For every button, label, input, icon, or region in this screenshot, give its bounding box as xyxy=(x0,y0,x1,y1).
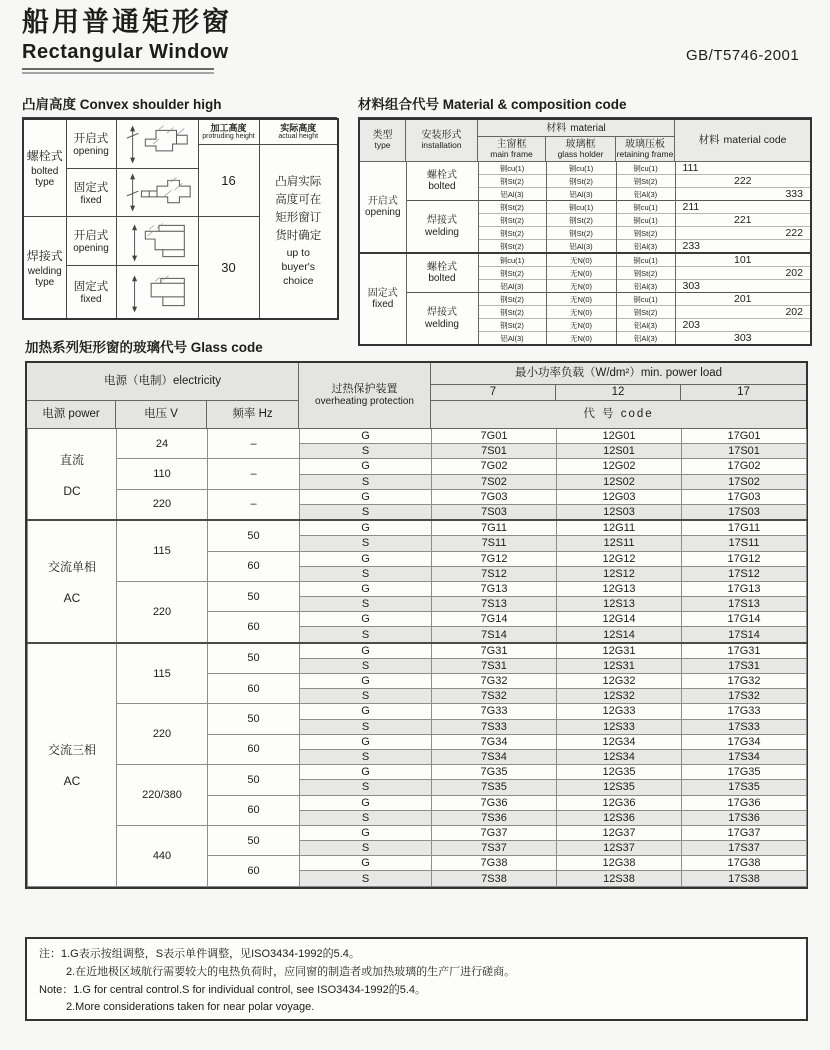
frequency-column-header: 频率 Hz xyxy=(207,401,299,429)
material-cell: 铝Al(3) xyxy=(478,332,546,345)
protection-cell: S xyxy=(300,689,432,704)
material-cell: 铝Al(3) xyxy=(616,188,675,201)
material-cell: 铜cu(1) xyxy=(478,253,546,267)
table-row xyxy=(28,581,807,596)
material-code-cell: 202 xyxy=(675,306,810,319)
material-table-grid xyxy=(360,162,810,344)
installation-cell: 螺栓式 bolted xyxy=(406,162,478,201)
material-cell: 铜cu(1) xyxy=(616,201,675,214)
protection-column-header: 过热保护装置 overheating protection xyxy=(299,363,431,429)
glass-code-cell: 12G03 xyxy=(557,489,682,504)
installation-cell: 焊接式 welding xyxy=(406,293,478,345)
mode-cell: 开启式 opening xyxy=(66,216,116,265)
material-code-cell: 201 xyxy=(675,293,810,306)
glass-code-cell: 17G34 xyxy=(682,734,807,749)
material-cell: 无N(0) xyxy=(546,293,616,306)
material-cell: 铝Al(3) xyxy=(546,240,616,254)
glass-code-cell: 7S38 xyxy=(432,871,557,886)
glass-code-cell: 17G31 xyxy=(682,643,807,659)
material-cell: 铝Al(3) xyxy=(616,332,675,345)
material-code-cell: 111 xyxy=(682,162,699,174)
material-cell: 铜cu(1) xyxy=(616,293,675,306)
glass-table-body xyxy=(28,429,807,886)
load-12-header: 12 xyxy=(556,385,681,401)
glass-code-cell: 7S13 xyxy=(432,597,557,612)
notes-box xyxy=(25,937,808,1021)
glass-code-cell: 7S14 xyxy=(432,627,557,643)
glass-table-grid xyxy=(27,429,807,887)
glass-code-cell: 17G13 xyxy=(682,581,807,596)
window-type-cell: 固定式 fixed xyxy=(360,253,406,344)
document-header xyxy=(22,8,232,74)
frequency-cell: – xyxy=(208,489,300,520)
glass-code-cell: 17G35 xyxy=(682,765,807,780)
table-row xyxy=(360,293,810,306)
table-row xyxy=(28,520,807,536)
protection-cell: G xyxy=(300,765,432,780)
material-cell: 铜cu(1) xyxy=(478,162,546,175)
glass-code-cell: 17S03 xyxy=(682,504,807,520)
protection-cell: S xyxy=(300,627,432,643)
protection-cell: G xyxy=(300,674,432,689)
glass-code-cell: 17G33 xyxy=(682,704,807,719)
glass-code-cell: 12S35 xyxy=(557,780,682,795)
glass-code-cell: 7G32 xyxy=(432,674,557,689)
material-cell: 无N(0) xyxy=(546,332,616,345)
material-cell: 铝Al(3) xyxy=(616,280,675,293)
frequency-cell: 50 xyxy=(208,765,300,795)
material-cell: 钢St(2) xyxy=(478,319,546,332)
material-cell: 钢St(2) xyxy=(546,214,616,227)
processing-height-value: 30 xyxy=(198,216,259,319)
glass-code-cell: 7S36 xyxy=(432,810,557,825)
material-code-cell: 233 xyxy=(675,240,810,254)
glass-code-cell: 17G14 xyxy=(682,612,807,627)
glass-code-cell: 17G37 xyxy=(682,825,807,840)
glass-code-cell: 17S33 xyxy=(682,719,807,734)
cross-section-drawing-bolted-fixed xyxy=(118,170,196,214)
protection-cell: G xyxy=(300,581,432,596)
glass-code-cell: 17G03 xyxy=(682,489,807,504)
glass-code-cell: 7G35 xyxy=(432,765,557,780)
material-cell: 铜cu(1) xyxy=(546,162,616,175)
frequency-cell: 60 xyxy=(208,674,300,704)
protection-cell: G xyxy=(300,520,432,536)
table-row xyxy=(28,459,807,474)
glass-code-cell: 17S12 xyxy=(682,566,807,581)
frequency-cell: 60 xyxy=(208,551,300,581)
material-table-body xyxy=(360,162,810,344)
min-power-load-header: 最小功率负载（W/dm²）min. power load xyxy=(431,363,806,385)
window-type-cell: 开启式 opening xyxy=(360,162,406,253)
glass-code-cell: 7S33 xyxy=(432,719,557,734)
glass-code-cell: 17G11 xyxy=(682,520,807,536)
type-cell: 焊接式 welding type xyxy=(23,216,66,319)
material-cell: 钢St(2) xyxy=(616,175,675,188)
table-row xyxy=(28,765,807,780)
protection-cell: G xyxy=(300,825,432,840)
protection-cell: S xyxy=(300,749,432,764)
protection-cell: S xyxy=(300,810,432,825)
protection-cell: S xyxy=(300,871,432,886)
material-code-cell: 211 xyxy=(675,201,810,214)
material-code-cell: 222 xyxy=(675,175,810,188)
material-cell: 铜cu(1) xyxy=(616,162,675,175)
glass-code-cell: 7S31 xyxy=(432,658,557,673)
material-cell: 钢St(2) xyxy=(616,267,675,280)
glass-code-cell: 17S38 xyxy=(682,871,807,886)
protection-cell: S xyxy=(300,658,432,673)
code-row-header: 代 号 code xyxy=(431,401,806,429)
power-type-cell: 交流三相 AC xyxy=(28,643,117,887)
material-cell: 铜cu(1) xyxy=(546,201,616,214)
protection-cell: G xyxy=(300,551,432,566)
glass-code-cell: 17S14 xyxy=(682,627,807,643)
glass-code-cell: 7S11 xyxy=(432,536,557,551)
glass-section-title: 加热系列矩形窗的玻璃代号 Glass code xyxy=(25,340,263,355)
material-section-title: 材料组合代号 Material & composition code xyxy=(358,93,812,119)
glass-code-cell: 12S12 xyxy=(557,566,682,581)
glass-code-cell: 7S37 xyxy=(432,841,557,856)
voltage-cell: 440 xyxy=(117,825,208,886)
material-code-cell: 333 xyxy=(675,188,810,201)
glass-code-cell: 12G31 xyxy=(557,643,682,659)
glass-code-cell: 12G35 xyxy=(557,765,682,780)
power-type-cell: 直流 DC xyxy=(28,429,117,520)
glass-code-cell: 17G36 xyxy=(682,795,807,810)
glass-code-cell: 17S11 xyxy=(682,536,807,551)
glass-code-cell: 17S01 xyxy=(682,444,807,459)
glass-code-cell: 12G34 xyxy=(557,734,682,749)
standard-code: GB/T5746-2001 xyxy=(686,47,800,64)
material-cell: 无N(0) xyxy=(546,319,616,332)
glass-code-cell: 7G33 xyxy=(432,704,557,719)
material-cell: 钢St(2) xyxy=(478,240,546,254)
material-cell: 钢St(2) xyxy=(546,227,616,240)
load-17-header: 17 xyxy=(681,385,806,401)
glass-code-cell: 12G01 xyxy=(557,429,682,444)
convex-section-title: 凸肩高度 Convex shoulder high xyxy=(22,93,337,119)
frequency-cell: – xyxy=(208,429,300,459)
frequency-cell: 60 xyxy=(208,856,300,886)
glass-code-cell: 7S12 xyxy=(432,566,557,581)
installation-cell: 焊接式 welding xyxy=(406,201,478,254)
material-cell: 铜cu(1) xyxy=(616,253,675,267)
material-code-cell: 221 xyxy=(675,214,810,227)
voltage-cell: 220/380 xyxy=(117,765,208,826)
glass-table-header xyxy=(27,363,806,429)
material-cell: 钢St(2) xyxy=(478,293,546,306)
glass-code-cell: 17S13 xyxy=(682,597,807,612)
load-7-header: 7 xyxy=(431,385,556,401)
processing-height-value: 16 xyxy=(198,144,259,216)
note-line: Note：1.G for central control.S for individual control, see ISO3434-1992的5.4。 xyxy=(39,983,427,996)
protection-cell: S xyxy=(300,474,432,489)
note-line: 注：1.G表示按组调整，S表示单件调整，见ISO3434-1992的5.4。 xyxy=(39,948,360,960)
glass-code-cell: 17G01 xyxy=(682,429,807,444)
glass-code-cell: 7S35 xyxy=(432,780,557,795)
material-cell: 无N(0) xyxy=(546,267,616,280)
material-code-cell: 222 xyxy=(675,227,810,240)
glass-code-cell: 12G33 xyxy=(557,704,682,719)
protection-cell: G xyxy=(300,489,432,504)
material-cell: 铝Al(3) xyxy=(478,188,546,201)
glass-code-cell: 17G32 xyxy=(682,674,807,689)
convex-shoulder-table xyxy=(22,118,339,320)
glass-code-cell: 7S32 xyxy=(432,689,557,704)
material-table-header xyxy=(360,120,810,162)
glass-code-cell: 12S03 xyxy=(557,504,682,520)
material-cell: 钢St(2) xyxy=(478,306,546,319)
protection-cell: G xyxy=(300,429,432,444)
glass-code-cell: 12S02 xyxy=(557,474,682,489)
glass-code-cell: 12S38 xyxy=(557,871,682,886)
glass-code-cell: 17S32 xyxy=(682,689,807,704)
glass-code-cell: 7G37 xyxy=(432,825,557,840)
protection-cell: S xyxy=(300,597,432,612)
material-composition-table xyxy=(358,118,812,346)
glass-code-cell: 17S35 xyxy=(682,780,807,795)
material-cell: 铝Al(3) xyxy=(546,188,616,201)
frequency-cell: 50 xyxy=(208,520,300,551)
glass-code-cell: 12G14 xyxy=(557,612,682,627)
voltage-cell: 115 xyxy=(117,643,208,704)
frequency-cell: 50 xyxy=(208,825,300,855)
frequency-cell: 50 xyxy=(208,581,300,611)
glass-code-table xyxy=(25,361,808,889)
type-column-header: 类型 type xyxy=(360,120,406,162)
protection-cell: S xyxy=(300,780,432,795)
drawing-cell xyxy=(116,265,198,319)
glass-code-cell: 7G12 xyxy=(432,551,557,566)
glass-code-cell: 7G13 xyxy=(432,581,557,596)
material-cell: 钢St(2) xyxy=(478,227,546,240)
voltage-cell: 220 xyxy=(117,704,208,765)
drawing-cell xyxy=(116,168,198,216)
glass-code-cell: 12G12 xyxy=(557,551,682,566)
table-row xyxy=(360,253,810,267)
glass-holder-header: 玻璃框 glass holder xyxy=(546,137,616,162)
type-cell: 螺栓式 bolted type xyxy=(23,119,66,216)
material-code-cell: 101 xyxy=(675,253,810,267)
note-line: 2.More considerations taken for near polar voyage. xyxy=(66,1001,315,1014)
table-row xyxy=(360,201,810,214)
glass-code-cell: 12S32 xyxy=(557,689,682,704)
glass-code-cell: 7S34 xyxy=(432,749,557,764)
glass-code-cell: 12S31 xyxy=(557,658,682,673)
material-cell: 无N(0) xyxy=(546,280,616,293)
table-row xyxy=(360,162,810,175)
protection-cell: G xyxy=(300,734,432,749)
material-cell: 钢St(2) xyxy=(546,175,616,188)
voltage-cell: 24 xyxy=(117,429,208,459)
glass-code-cell: 17G38 xyxy=(682,856,807,871)
material-code-header: 材料 material code xyxy=(675,120,810,162)
actual-height-note: 凸肩实际高度可在矩形窗订货时确定 up to buyer's choice xyxy=(259,144,338,319)
protection-cell: S xyxy=(300,444,432,459)
glass-code-cell: 7G36 xyxy=(432,795,557,810)
protection-cell: G xyxy=(300,612,432,627)
material-cell: 钢St(2) xyxy=(478,214,546,227)
glass-code-cell: 12S34 xyxy=(557,749,682,764)
glass-code-cell: 12S37 xyxy=(557,841,682,856)
glass-code-cell: 12S33 xyxy=(557,719,682,734)
power-type-cell: 交流单相 AC xyxy=(28,520,117,643)
glass-code-cell: 12G36 xyxy=(557,795,682,810)
material-cell: 无N(0) xyxy=(546,306,616,319)
material-group-header: 材料 material xyxy=(478,120,675,137)
glass-code-cell: 7S03 xyxy=(432,504,557,520)
actual-height-header: 实际高度 actual height xyxy=(259,119,338,144)
protection-cell: S xyxy=(300,566,432,581)
glass-code-cell: 12G37 xyxy=(557,825,682,840)
material-cell: 钢St(2) xyxy=(478,201,546,214)
power-column-header: 电源 power xyxy=(27,401,116,429)
table-row xyxy=(28,825,807,840)
protection-cell: G xyxy=(300,643,432,659)
glass-code-cell: 12G02 xyxy=(557,459,682,474)
glass-code-cell: 7G02 xyxy=(432,459,557,474)
note-line: 2.在近地极区域航行需要较大的电热负荷时，应同窗的制造者或加热玻璃的生产厂进行磋商。 xyxy=(66,965,516,978)
voltage-cell: 220 xyxy=(117,581,208,642)
glass-code-cell: 7G31 xyxy=(432,643,557,659)
table-row xyxy=(28,429,807,444)
voltage-cell: 220 xyxy=(117,489,208,520)
glass-code-cell: 7G34 xyxy=(432,734,557,749)
glass-code-cell: 12S13 xyxy=(557,597,682,612)
glass-code-cell: 12S36 xyxy=(557,810,682,825)
glass-code-cell: 17S37 xyxy=(682,841,807,856)
glass-code-cell: 12S11 xyxy=(557,536,682,551)
glass-code-cell: 7G01 xyxy=(432,429,557,444)
protection-cell: S xyxy=(300,719,432,734)
main-frame-header: 主窗框 main frame xyxy=(478,137,546,162)
glass-code-cell: 12G11 xyxy=(557,520,682,536)
glass-code-cell: 17S31 xyxy=(682,658,807,673)
installation-cell: 螺栓式 bolted xyxy=(406,253,478,293)
glass-code-cell: 17S02 xyxy=(682,474,807,489)
glass-code-cell: 7S01 xyxy=(432,444,557,459)
voltage-column-header: 电压 V xyxy=(116,401,207,429)
cross-section-drawing-welding-opening xyxy=(118,219,196,263)
material-cell: 铝Al(3) xyxy=(478,280,546,293)
processing-height-header: 加工高度 protruding height xyxy=(198,119,259,144)
glass-code-cell: 7G38 xyxy=(432,856,557,871)
material-cell: 铝Al(3) xyxy=(616,319,675,332)
protection-cell: G xyxy=(300,856,432,871)
cross-section-drawing-bolted-opening xyxy=(118,122,196,166)
material-cell: 钢St(2) xyxy=(478,175,546,188)
glass-code-cell: 12G32 xyxy=(557,674,682,689)
glass-code-cell: 12S14 xyxy=(557,627,682,643)
frequency-cell: 60 xyxy=(208,734,300,764)
protection-cell: G xyxy=(300,795,432,810)
table-row xyxy=(28,489,807,504)
drawing-cell xyxy=(116,216,198,265)
material-cell: 钢St(2) xyxy=(616,306,675,319)
glass-code-cell: 17S36 xyxy=(682,810,807,825)
glass-code-cell: 7G03 xyxy=(432,489,557,504)
glass-code-cell: 7G14 xyxy=(432,612,557,627)
glass-code-cell: 17G12 xyxy=(682,551,807,566)
glass-code-cell: 17S34 xyxy=(682,749,807,764)
frequency-cell: 50 xyxy=(208,643,300,674)
cross-section-drawing-welding-fixed xyxy=(118,270,196,314)
frequency-cell: 60 xyxy=(208,795,300,825)
table-row xyxy=(28,643,807,659)
material-cell: 钢St(2) xyxy=(616,227,675,240)
frequency-cell: 60 xyxy=(208,612,300,643)
protection-cell: G xyxy=(300,704,432,719)
material-code-cell: 303 xyxy=(675,332,810,345)
material-code-cell: 203 xyxy=(675,319,810,332)
glass-code-cell: 12G38 xyxy=(557,856,682,871)
drawing-cell xyxy=(116,119,198,168)
electricity-group-header: 电源（电制）electricity xyxy=(27,363,299,401)
glass-code-cell: 12G13 xyxy=(557,581,682,596)
retaining-frame-header: 玻璃压板 retaining frame xyxy=(616,137,675,162)
protection-cell: G xyxy=(300,459,432,474)
mode-cell: 开启式 opening xyxy=(66,119,116,168)
voltage-cell: 110 xyxy=(117,459,208,489)
material-cell: 钢St(2) xyxy=(478,267,546,280)
table-row xyxy=(28,704,807,719)
installation-column-header: 安装形式 installation xyxy=(406,120,478,162)
voltage-cell: 115 xyxy=(117,520,208,581)
page-title-en: Rectangular Window xyxy=(22,40,229,63)
frequency-cell: – xyxy=(208,459,300,489)
glass-code-cell: 12S01 xyxy=(557,444,682,459)
glass-code-cell: 17G02 xyxy=(682,459,807,474)
protection-cell: S xyxy=(300,504,432,520)
glass-code-cell: 7S02 xyxy=(432,474,557,489)
protection-cell: S xyxy=(300,841,432,856)
mode-cell: 固定式 fixed xyxy=(66,265,116,319)
frequency-cell: 50 xyxy=(208,704,300,734)
page-title-zh: 船用普通矩形窗 xyxy=(22,7,232,37)
material-cell: 无N(0) xyxy=(546,253,616,267)
material-cell: 铝Al(3) xyxy=(616,240,675,254)
glass-code-cell: 7G11 xyxy=(432,520,557,536)
title-rule xyxy=(22,68,214,74)
protection-cell: S xyxy=(300,536,432,551)
mode-cell: 固定式 fixed xyxy=(66,168,116,216)
material-code-cell: 303 xyxy=(675,280,810,293)
material-cell: 铜cu(1) xyxy=(616,214,675,227)
material-code-cell: 202 xyxy=(675,267,810,280)
